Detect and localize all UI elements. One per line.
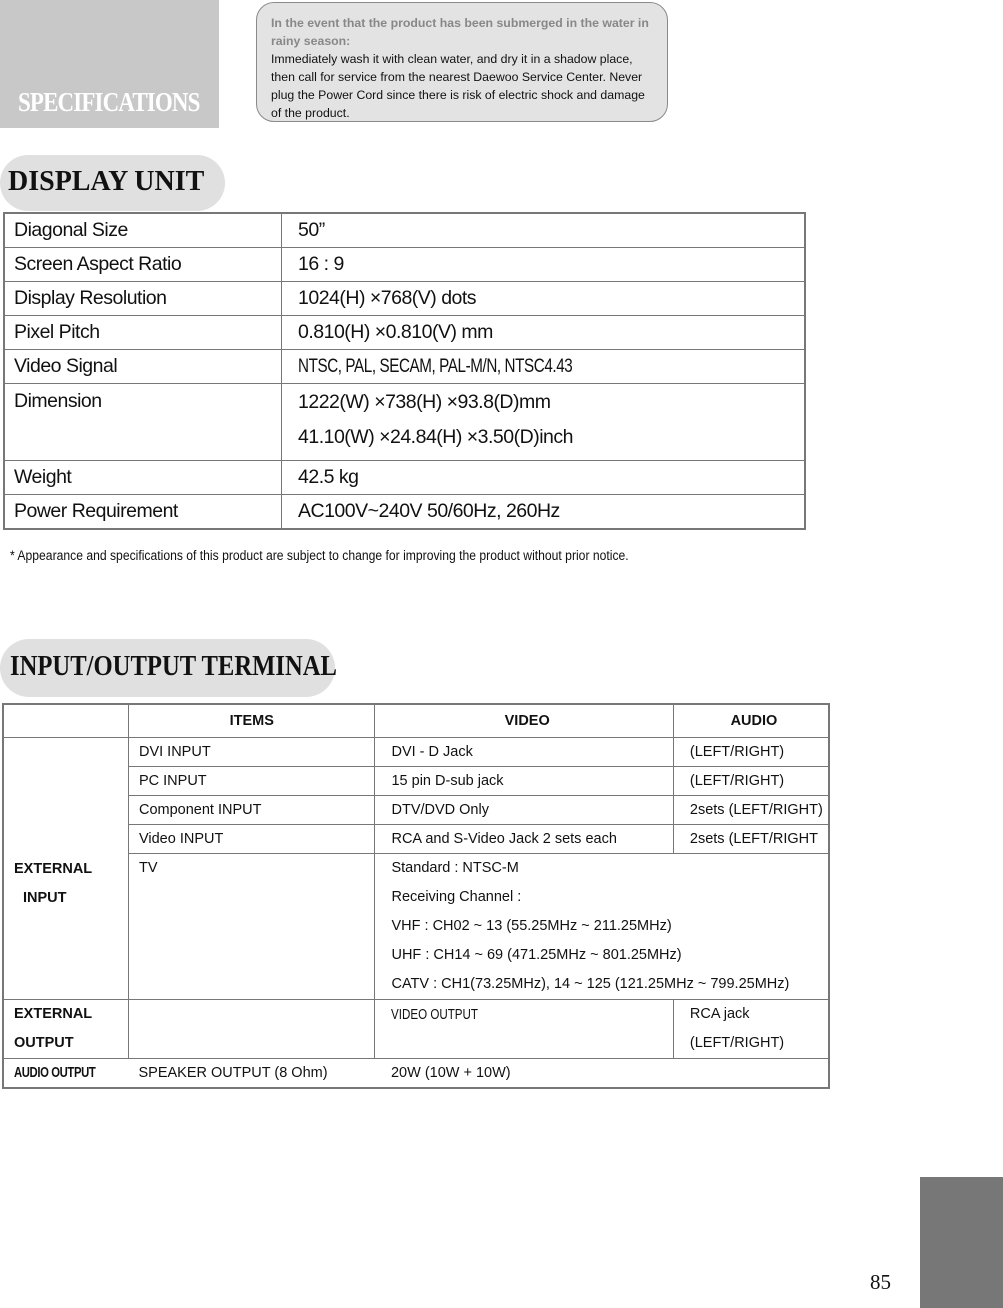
io-video [375, 1000, 673, 1059]
dimension-mm: 1222(W) ×738(H) ×93.8(D)mm [298, 391, 551, 413]
spec-label: Dimension [4, 384, 282, 461]
spec-value: 42.5 kg [282, 461, 806, 495]
audio-output-label [3, 1059, 128, 1089]
corner-tab [920, 1177, 1003, 1308]
spec-label: Weight [4, 461, 282, 495]
notice-heading: In the event that the product has been submerged in the water in rainy season: [271, 16, 649, 48]
io-audio [673, 1000, 829, 1059]
external-output-label-line2: OUTPUT [14, 1035, 74, 1051]
notice-body: Immediately wash it with clean water, and dry it in a shadow place, then call for service from the nearest Daewoo Service Center. Never plug the Power Cord since there is risk of electric shock and damage of the product. [271, 52, 645, 120]
io-video: DVI - D Jack [375, 738, 673, 767]
spec-row [4, 248, 805, 282]
spec-value [282, 350, 806, 384]
rca-jack-label: RCA jack [689, 1006, 750, 1022]
video-signal-value: NTSC, PAL, SECAM, PAL-M/N, NTSC4.43 [298, 356, 573, 377]
io-item: SPEAKER OUTPUT (8 Ohm) [128, 1059, 375, 1089]
tv-vhf: VHF : CH02 ~ 13 (55.25MHz ~ 211.25MHz) [391, 918, 672, 934]
spec-value: 1024(H) ×768(V) dots [282, 282, 806, 316]
spec-label: Display Resolution [4, 282, 282, 316]
spec-row [4, 350, 805, 384]
rca-jack-channels: (LEFT/RIGHT) [689, 1035, 785, 1051]
spec-value: 50” [282, 213, 806, 248]
io-item: Component INPUT [128, 796, 375, 825]
spec-label: Video Signal [4, 350, 282, 384]
tv-catv: CATV : CH1(73.25MHz), 14 ~ 125 (121.25MHz ~ 799.25MHz) [391, 976, 790, 992]
spec-value [282, 384, 806, 461]
dimension-inch: 41.10(W) ×24.84(H) ×3.50(D)inch [298, 426, 573, 448]
io-audio: 2sets (LEFT/RIGHT) [673, 796, 829, 825]
io-terminal-heading [0, 639, 335, 697]
tv-spec-block [375, 854, 829, 1000]
io-item: DVI INPUT [128, 738, 375, 767]
io-row [3, 738, 829, 767]
spec-row [4, 384, 805, 461]
io-item: Video INPUT [128, 825, 375, 854]
io-header-video: VIDEO [375, 704, 673, 738]
display-unit-table [3, 212, 806, 530]
io-audio-output-value: 20W (10W + 10W) [375, 1059, 829, 1089]
io-header-blank [3, 704, 128, 738]
spec-row [4, 282, 805, 316]
spec-label: Screen Aspect Ratio [4, 248, 282, 282]
section-tab [0, 0, 219, 128]
spec-label: Diagonal Size [4, 213, 282, 248]
display-unit-title: DISPLAY UNIT [8, 166, 205, 197]
spec-value: 0.810(H) ×0.810(V) mm [282, 316, 806, 350]
audio-output-label-text: AUDIO OUTPUT [14, 1065, 96, 1081]
submerged-notice-box [256, 2, 668, 122]
spec-row [4, 213, 805, 248]
tv-receiving-channel: Receiving Channel : [391, 889, 522, 905]
spec-row [4, 316, 805, 350]
spec-row [4, 461, 805, 495]
section-tab-label: SPECIFICATIONS [18, 87, 200, 117]
spec-label: Pixel Pitch [4, 316, 282, 350]
video-output-label: VIDEO OUTPUT [391, 1007, 479, 1023]
spec-value: AC100V~240V 50/60Hz, 260Hz [282, 495, 806, 530]
io-item: PC INPUT [128, 767, 375, 796]
tv-standard: Standard : NTSC-M [391, 860, 519, 876]
external-input-label-line1: EXTERNAL [14, 860, 93, 877]
io-audio: (LEFT/RIGHT) [673, 767, 829, 796]
io-row-external-output [3, 1000, 829, 1059]
spec-footnote: * Appearance and specifications of this product are subject to change for improving the product without prior notice. [10, 548, 629, 563]
io-audio: 2sets (LEFT/RIGHT [673, 825, 829, 854]
io-terminal-title: INPUT/OUTPUT TERMINAL [10, 651, 337, 682]
spec-value: 16 : 9 [282, 248, 806, 282]
io-item-blank [128, 1000, 375, 1059]
page-number: 85 [870, 1270, 891, 1294]
external-input-label-line2: INPUT [23, 889, 67, 906]
io-video: DTV/DVD Only [375, 796, 673, 825]
io-item-tv: TV [128, 854, 375, 1000]
external-output-label-line1: EXTERNAL [14, 1006, 93, 1022]
external-output-label [3, 1000, 128, 1059]
io-video: RCA and S-Video Jack 2 sets each [375, 825, 673, 854]
io-header-row [3, 704, 829, 738]
io-header-audio: AUDIO [673, 704, 829, 738]
display-unit-heading [0, 155, 225, 211]
io-terminal-table [2, 703, 830, 1089]
io-row-audio-output [3, 1059, 829, 1089]
io-audio: (LEFT/RIGHT) [673, 738, 829, 767]
spec-row [4, 495, 805, 530]
external-input-label [3, 738, 128, 1000]
spec-label: Power Requirement [4, 495, 282, 530]
io-video: 15 pin D-sub jack [375, 767, 673, 796]
io-header-items: ITEMS [128, 704, 375, 738]
tv-uhf: UHF : CH14 ~ 69 (471.25MHz ~ 801.25MHz) [391, 947, 682, 963]
